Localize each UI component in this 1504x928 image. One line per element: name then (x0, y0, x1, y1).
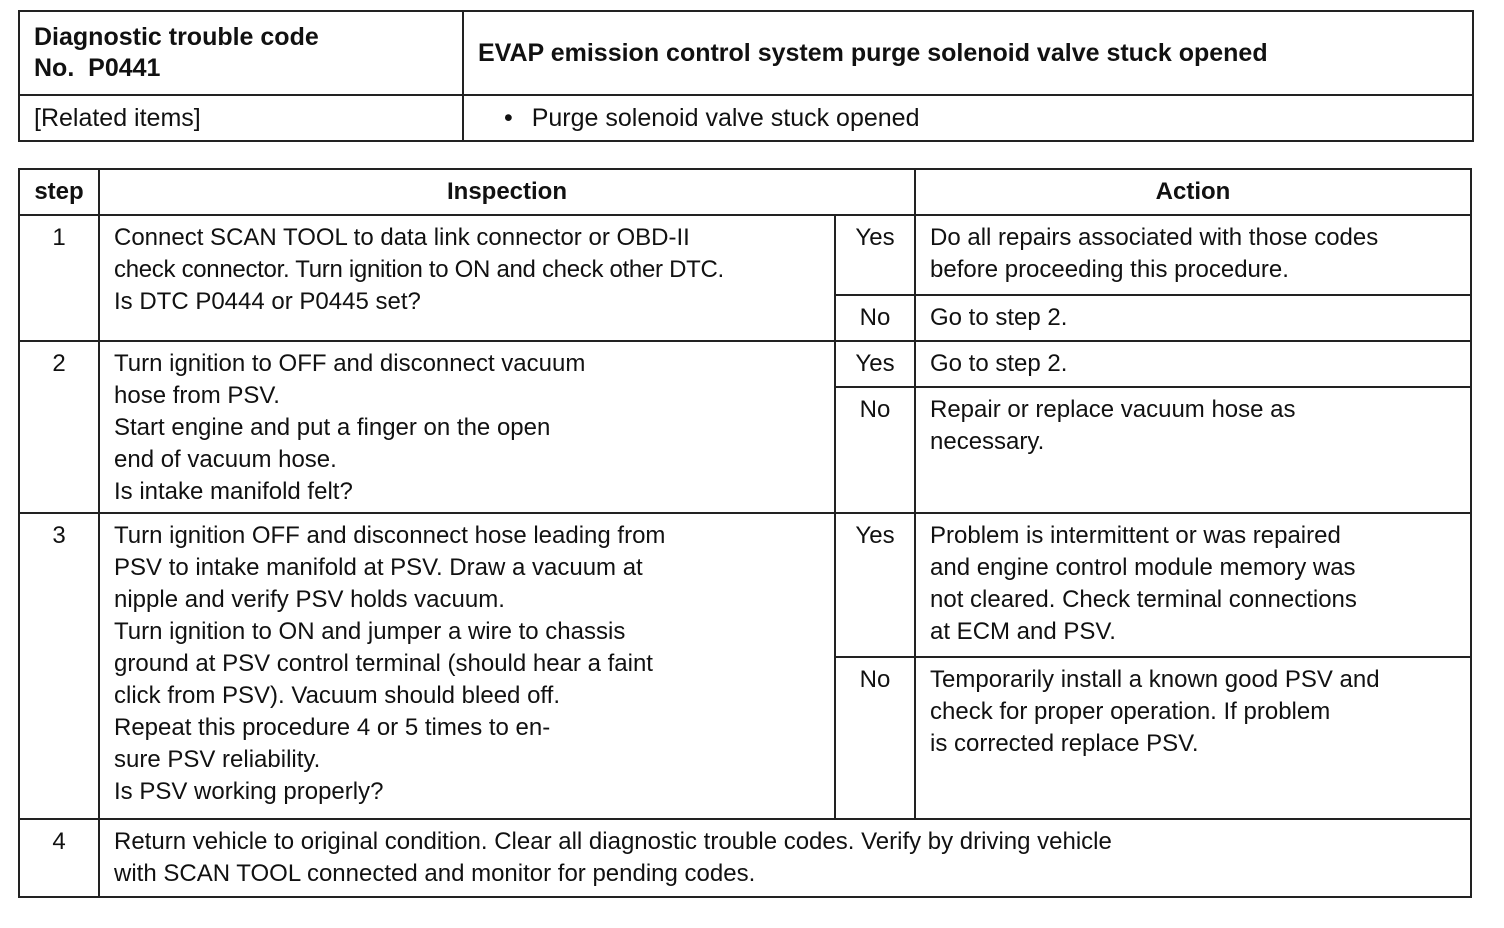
dtc-code-label: Diagnostic trouble code (34, 23, 319, 51)
inspection-line: PSV to intake manifold at PSV. Draw a vacuum at (114, 554, 643, 581)
inspection-steps-table (18, 168, 1472, 898)
step-inspection (99, 215, 835, 341)
action-line: is corrected replace PSV. (930, 730, 1199, 757)
final-line: with SCAN TOOL connected and monitor for pending codes. (114, 860, 756, 887)
header-inspection: Inspection (99, 169, 915, 215)
no-label: No (835, 387, 915, 513)
dtc-header-table (18, 10, 1474, 142)
inspection-line: Repeat this procedure 4 or 5 times to en- (114, 714, 551, 741)
inspection-line: end of vacuum hose. (114, 446, 337, 473)
yes-label: Yes (835, 215, 915, 295)
inspection-line: ground at PSV control terminal (should hear a faint (114, 650, 653, 677)
related-items-label: [Related items] (19, 95, 463, 141)
yes-action (915, 215, 1471, 295)
bullet-icon: • (504, 103, 513, 132)
header-step: step (19, 169, 99, 215)
no-label: No (835, 657, 915, 819)
action-line: Temporarily install a known good PSV and (930, 666, 1380, 693)
inspection-line: nipple and verify PSV holds vacuum. (114, 586, 505, 613)
related-items-value (463, 95, 1473, 141)
final-step-text (99, 819, 1471, 897)
action-line: necessary. (930, 428, 1045, 455)
step-inspection (99, 341, 835, 513)
action-line: not cleared. Check terminal connections (930, 586, 1357, 613)
yes-action (915, 341, 1471, 387)
action-line: before proceeding this procedure. (930, 256, 1289, 283)
yes-label: Yes (835, 341, 915, 387)
step-number: 2 (19, 341, 99, 513)
inspection-line: Turn ignition OFF and disconnect hose leading from (114, 522, 666, 549)
inspection-line: click from PSV). Vacuum should bleed off. (114, 682, 560, 709)
action-line: check for proper operation. If problem (930, 698, 1331, 725)
inspection-line: Turn ignition to ON and jumper a wire to chassis (114, 618, 626, 645)
header-action: Action (915, 169, 1471, 215)
no-action (915, 657, 1471, 819)
yes-action (915, 513, 1471, 657)
action-line: Go to step 2. (930, 304, 1068, 331)
no-action (915, 387, 1471, 513)
action-line: and engine control module memory was (930, 554, 1356, 581)
action-line: Do all repairs associated with those codes (930, 224, 1379, 251)
yes-label: Yes (835, 513, 915, 657)
inspection-line: Is DTC P0444 or P0445 set? (114, 288, 421, 315)
step-number: 3 (19, 513, 99, 819)
related-item-text: Purge solenoid valve stuck opened (531, 103, 920, 132)
inspection-line: Is intake manifold felt? (114, 478, 353, 505)
final-line: Return vehicle to original condition. Clear all diagnostic trouble codes. Verify by driving vehicle (114, 828, 1112, 855)
inspection-line: hose from PSV. (114, 382, 280, 409)
action-line: Repair or replace vacuum hose as (930, 396, 1296, 423)
inspection-line: check connector. Turn ignition to ON and check other DTC. (114, 256, 724, 283)
step-number: 1 (19, 215, 99, 341)
inspection-line: sure PSV reliability. (114, 746, 321, 773)
inspection-line: Connect SCAN TOOL to data link connector or OBD-II (114, 224, 690, 251)
step-inspection (99, 513, 835, 819)
no-label: No (835, 295, 915, 341)
inspection-line: Turn ignition to OFF and disconnect vacuum (114, 350, 586, 377)
action-line: Go to step 2. (930, 350, 1068, 377)
action-line: Problem is intermittent or was repaired (930, 522, 1341, 549)
dtc-code-cell (19, 11, 463, 95)
action-line: at ECM and PSV. (930, 618, 1116, 645)
dtc-title: EVAP emission control system purge solenoid valve stuck opened (463, 11, 1473, 95)
inspection-line: Start engine and put a finger on the open (114, 414, 551, 441)
step-number: 4 (19, 819, 99, 897)
dtc-code-number: No. P0441 (34, 54, 161, 82)
no-action (915, 295, 1471, 341)
inspection-line: Is PSV working properly? (114, 778, 384, 805)
